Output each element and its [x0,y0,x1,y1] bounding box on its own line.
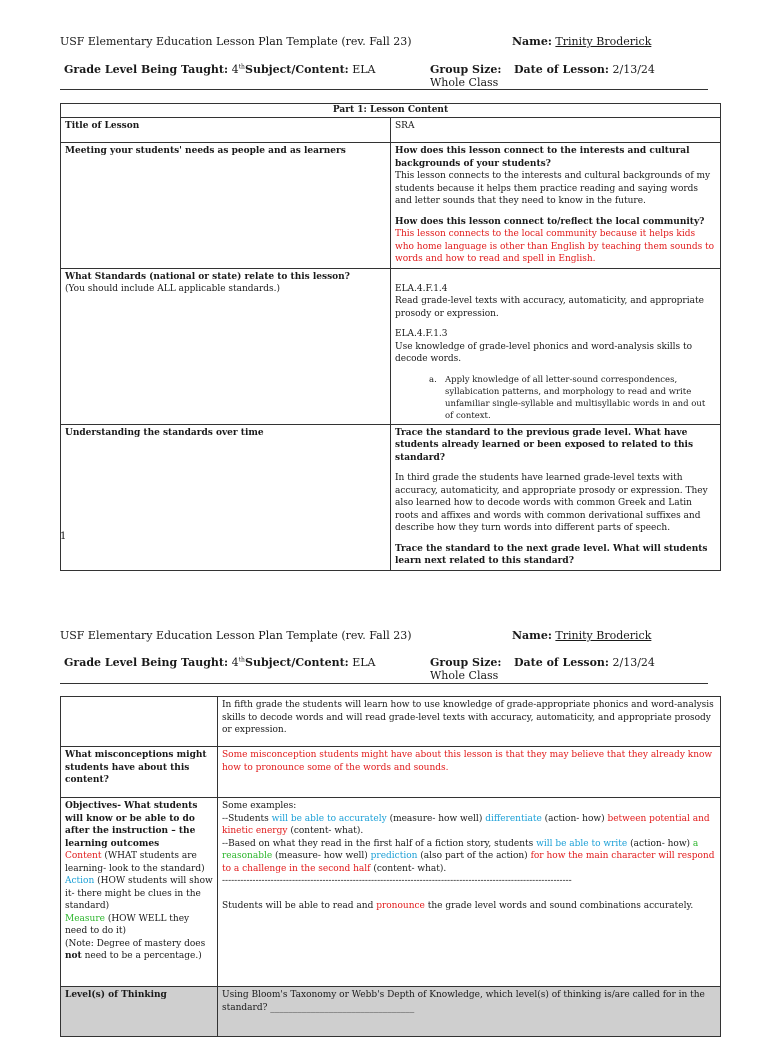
date-value: 2/13/24 [612,63,655,76]
subitem-marker: a. [429,374,437,385]
objectives-label-cell [61,798,218,987]
date-label: Date of Lesson: [514,656,609,669]
page2-subject [245,656,376,669]
standards-content [391,268,721,424]
examples-heading: Some examples: [222,801,297,811]
objectives-content [218,798,721,987]
students-needs-content [391,143,721,269]
standard-2-subitem [429,374,716,422]
part1-title: Part 1: Lesson Content [61,104,721,118]
objectives-label: Objectives- What students will know or be able to do after the instruction – the learning outcomes [65,801,198,849]
title-of-lesson-value: SRA [391,118,721,143]
page1-grade [64,63,245,76]
date-value: 2/13/24 [612,656,655,669]
page1-group-value: Whole Class [430,76,499,89]
page2-date [514,656,655,669]
grade-sup: th [238,656,245,664]
grade-value: 4 [231,63,239,76]
subject-label: Subject/Content: [245,63,349,76]
misconceptions-text: Some misconception students might have about this lesson is that they may believe that they already know how to pronounce some of the words and sounds. [218,747,721,798]
page1-template-title: USF Elementary Education Lesson Plan Template (rev. Fall 23) [60,35,412,48]
page2-template-title: USF Elementary Education Lesson Plan Template (rev. Fall 23) [60,629,412,642]
title-of-lesson-label: Title of Lesson [61,118,391,143]
grade-label: Grade Level Being Taught: [64,656,229,669]
page1-name [512,35,651,48]
time-question-1: Trace the standard to the previous grade level. What have students already learned or been exposed to related to this standard? [395,427,694,463]
page2-lesson-table [60,696,721,1037]
subject-value: ELA [352,63,376,76]
objectives-note: (Note: Degree of mastery does not need to be a percentage.) [65,938,206,961]
grade-value: 4 [231,656,239,669]
name-value: Trinity Broderick [555,629,652,642]
time-answer-1: In third grade the students have learned grade-level texts with accuracy, automaticity, and appropriate prosody or expression. They also learned how to decode words with common Greek and Latin roots and affixes and words with common derivational suffixes and describe how they turn words into different parts of speech. [395,473,708,533]
needs-question-2: How does this lesson connect to/reflect the local community? [395,216,705,227]
content-word: Content [65,851,102,861]
page1-lesson-table [60,103,721,571]
grade-label: Grade Level Being Taught: [64,63,229,76]
page2-group-label: Group Size: [430,656,502,669]
date-label: Date of Lesson: [514,63,609,76]
next-grade-text: In fifth grade the students will learn how to use knowledge of grade-appropriate phonics and word-analysis skills to decode words and will read grade-level texts with accuracy, automaticity, and appropriate prosody or expression. [218,697,721,747]
time-question-2: Trace the standard to the next grade level. What will students learn next related to this standard? [395,543,708,566]
standard-1-code: ELA.4.F.1.4 [395,283,448,294]
standard-2-code: ELA.4.F.1.3 [395,329,448,339]
needs-answer-1: This lesson connects to the interests and cultural backgrounds of my students because it helps them practice reading and saying words and letter sounds that they need to know in the future. [395,171,711,206]
objectives-action-line: Action (HOW students will show it- there might be clues in the standard) [65,876,213,911]
measure-word: Measure [65,913,105,924]
subject-value: ELA [352,656,376,669]
page2-header-rule [60,683,708,684]
standards-over-time-label: Understanding the standards over time [61,424,391,570]
objective-statement: Students will be able to read and pronounce the grade level words and sound combinations accurately. [222,900,694,911]
standards-note: (You should include ALL applicable standards.) [65,284,280,294]
objectives-measure-line: Measure (HOW WELL they need to do it) [65,913,190,936]
name-value: Trinity Broderick [555,35,652,48]
students-needs-label: Meeting your students' needs as people and as learners [61,143,391,269]
page2-group-value: Whole Class [430,669,499,682]
page1-header-rule [60,89,708,90]
continued-blank-cell [61,697,218,747]
misconceptions-label: What misconceptions might students have about this content? [61,747,218,798]
standard-2-text: Use knowledge of grade-level phonics and word-analysis skills to decode words. [395,341,693,364]
page-number: 1 [60,531,67,542]
objectives-content-line: Content (WHAT students are learning- look to the standard) [65,851,205,874]
needs-question-1: How does this lesson connect to the interests and cultural backgrounds of your students? [395,146,690,169]
levels-of-thinking-label: Level(s) of Thinking [61,987,218,1037]
subject-label: Subject/Content: [245,656,349,669]
grade-sup: th [238,63,245,71]
levels-of-thinking-content: Using Bloom's Taxonomy or Webb's Depth of Knowledge, which level(s) of thinking is/are called for in the standard? ________________________________ [218,987,721,1037]
action-word: Action [65,876,95,886]
standards-label: What Standards (national or state) relate to this lesson? [65,271,350,282]
dashed-divider: ------------------------------------------------------------------------------------------------------------------- [222,876,572,886]
name-label: Name: [512,629,552,642]
standard-1-text: Read grade-level texts with accuracy, automaticity, and appropriate prosody or expression. [395,296,704,319]
name-label: Name: [512,35,552,48]
subitem-text: Apply knowledge of all letter-sound correspondences, syllabication patterns, and morphology to read and write unfamiliar single-syllable and multisyllabic words in and out of context. [445,374,706,421]
page1-date [514,63,655,76]
needs-answer-2: This lesson connects to the local community because it helps kids who home language is other than English by teaching them sounds to words and how to read and spell in English. [395,229,715,264]
standards-over-time-content [391,424,721,570]
standards-label-cell [61,268,391,424]
example-1: --Students will be able to accurately (measure- how well) differentiate (action- how) between potential and kinetic energy (content- what). [222,813,710,836]
page1-subject [245,63,376,76]
page1-group-label: Group Size: [430,63,502,76]
example-2: --Based on what they read in the first half of a fiction story, students will be able to write (action- how) a reasonable (measure- how well) prediction (also part of the action) for how the main character will respond to a challenge in the second half (content- what). [222,838,715,874]
page2-grade [64,656,245,669]
page2-name [512,629,651,642]
